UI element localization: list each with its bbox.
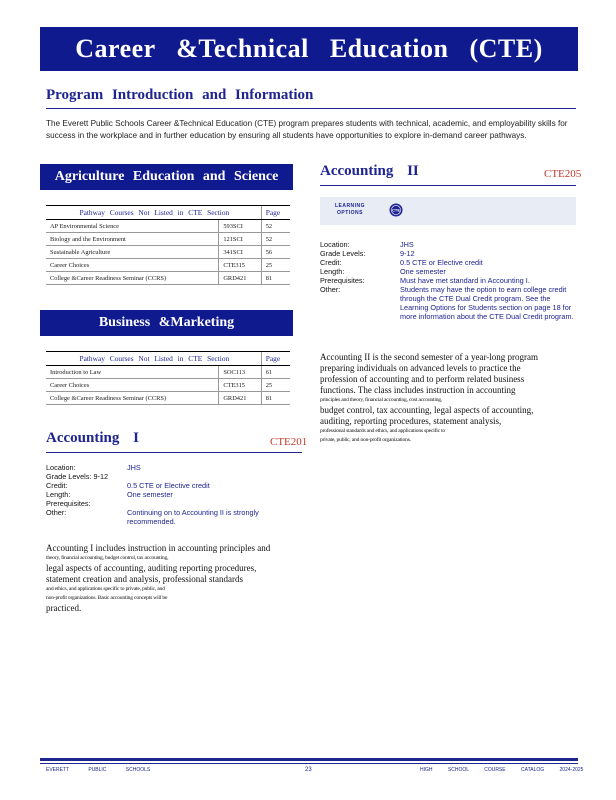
location-label: Location: xyxy=(320,240,350,249)
table-row xyxy=(46,259,290,272)
page-column-header: Page xyxy=(261,206,290,220)
cte-badge-icon xyxy=(389,203,403,217)
length-label: Length: xyxy=(46,490,71,499)
description-line: and ethics, and applications specific to private, public, and xyxy=(46,586,165,592)
description-line: Accounting II is the second semester of a year-long program xyxy=(320,352,538,362)
accounting-1-code: CTE201 xyxy=(270,436,308,448)
accounting-2-info xyxy=(320,240,576,321)
footer-rule-thin xyxy=(40,763,578,764)
page-number: 81 xyxy=(261,392,290,405)
accounting-2-description xyxy=(320,352,576,445)
accounting-2-title: Accounting II xyxy=(320,163,419,179)
page-banner: Career &Technical Education (CTE) xyxy=(40,27,578,71)
prereq-label: Prerequisites: xyxy=(320,276,365,285)
credit-value: 0.5 CTE or Elective credit xyxy=(127,481,210,490)
description-line: professional standards and ethics, and applications specific to xyxy=(320,428,446,434)
footer-district: EVERETT PUBLIC SCHOOLS xyxy=(46,767,151,773)
other-value: Continuing on to Accounting II is strongly recommended. xyxy=(127,508,259,526)
prereq-label: Prerequisites: xyxy=(46,499,91,508)
table-row xyxy=(46,220,290,233)
length-label: Length: xyxy=(320,267,345,276)
page-column-header: Page xyxy=(261,352,290,366)
footer-catalog: HIGH SCHOOL COURSE CATALOG 2024-2025 xyxy=(420,767,584,773)
course-name: Sustainable Agriculture xyxy=(46,246,219,259)
course-code: GRD421 xyxy=(219,392,261,405)
other-value: Students may have the option to earn college credit through the CTE Dual Credit program. See the Learning Options for Students section on page 18 for more information about the CTE Dual Credit program. xyxy=(400,285,574,321)
other-label: Other: xyxy=(46,508,67,517)
intro-divider xyxy=(46,108,576,109)
description-line: legal aspects of accounting, auditing reporting procedures, xyxy=(46,563,257,573)
grade-label: Grade Levels: xyxy=(320,249,366,258)
intro-text: The Everett Public Schools Career &Technical Education (CTE) program prepares students with technical, academic, and employability skills for success in the workplace and in further education by ensuring all students have opportunities to explore in-demand career pathways. xyxy=(46,119,568,140)
table-row xyxy=(46,366,290,379)
table-row xyxy=(46,246,290,259)
page-number: 52 xyxy=(261,233,290,246)
accounting-1-divider xyxy=(46,452,302,453)
page-number: 81 xyxy=(261,272,290,285)
length-value: One semester xyxy=(127,490,173,499)
description-line: budget control, tax accounting, legal aspects of accounting, xyxy=(320,405,534,415)
prereq-value: Must have met standard in Accounting I. xyxy=(400,276,530,285)
grade-label: Grade Levels: 9-12 xyxy=(46,472,109,481)
intro-heading: Program Introduction and Information xyxy=(46,87,314,103)
page-number: 61 xyxy=(261,366,290,379)
footer-rule xyxy=(40,758,578,761)
course-name: Biology and the Environment xyxy=(46,233,219,246)
course-code: CTE315 xyxy=(219,379,261,392)
course-code: SOC113 xyxy=(219,366,261,379)
grade-value: 9-12 xyxy=(400,249,415,258)
accounting-1-title: Accounting I xyxy=(46,430,139,446)
course-name: AP Environmental Science xyxy=(46,220,219,233)
description-line: private, public, and non-profit organizations. xyxy=(320,437,411,443)
course-code: CTE315 xyxy=(219,259,261,272)
footer-page-number: 23 xyxy=(305,767,312,773)
course-name: College &Career Readiness Seminar (CCRS) xyxy=(46,392,219,405)
table-row xyxy=(46,233,290,246)
credit-label: Credit: xyxy=(320,258,342,267)
description-line: functions. The class includes instruction in accounting xyxy=(320,385,516,395)
description-line: non-profit organizations. Basic accounting concepts will be xyxy=(46,595,168,601)
course-name: College &Career Readiness Seminar (CCRS) xyxy=(46,272,219,285)
page-number: 25 xyxy=(261,379,290,392)
page-number: 25 xyxy=(261,259,290,272)
description-line: auditing, reporting procedures, statement analysis, xyxy=(320,416,502,426)
location-value: JHS xyxy=(400,240,414,249)
agriculture-courses-table xyxy=(46,205,290,285)
course-column-header: Pathway Courses Not Listed in CTE Section xyxy=(46,206,261,220)
table-row xyxy=(46,392,290,405)
agriculture-heading: Agriculture Education and Science xyxy=(40,164,293,190)
course-code: GRD421 xyxy=(219,272,261,285)
accounting-1-description xyxy=(46,543,302,614)
page-number: 56 xyxy=(261,246,290,259)
course-name: Introduction to Law xyxy=(46,366,219,379)
description-line: profession of accounting and to perform related business xyxy=(320,374,525,384)
table-row xyxy=(46,379,290,392)
course-name: Career Choices xyxy=(46,259,219,272)
course-code: 121SCI xyxy=(219,233,261,246)
credit-label: Credit: xyxy=(46,481,68,490)
svg-text:CTE: CTE xyxy=(392,207,400,213)
description-line: practiced. xyxy=(46,603,82,613)
other-label: Other: xyxy=(320,285,341,294)
table-row xyxy=(46,272,290,285)
course-name: Career Choices xyxy=(46,379,219,392)
credit-value: 0.5 CTE or Elective credit xyxy=(400,258,483,267)
description-line: Accounting I includes instruction in accounting principles and xyxy=(46,543,271,553)
page-number: 52 xyxy=(261,220,290,233)
description-line: principles and theory, financial accounting, cost accounting, xyxy=(320,397,443,403)
accounting-2-code: CTE205 xyxy=(544,168,582,180)
location-label: Location: xyxy=(46,463,76,472)
accounting-2-divider xyxy=(320,185,576,186)
description-line: preparing individuals on advanced levels to practice the xyxy=(320,363,521,373)
accounting-1-info xyxy=(46,463,302,526)
description-line: theory, financial accounting, budget control, tax accounting, xyxy=(46,555,169,561)
business-heading: Business &Marketing xyxy=(40,310,293,336)
location-value: JHS xyxy=(127,463,141,472)
course-code: 593SCI xyxy=(219,220,261,233)
learning-options-label: LEARNING OPTIONS xyxy=(334,203,366,216)
description-line: statement creation and analysis, professional standards xyxy=(46,574,243,584)
length-value: One semester xyxy=(400,267,446,276)
course-column-header: Pathway Courses Not Listed in CTE Section xyxy=(46,352,261,366)
business-courses-table xyxy=(46,351,290,405)
course-code: 341SCI xyxy=(219,246,261,259)
